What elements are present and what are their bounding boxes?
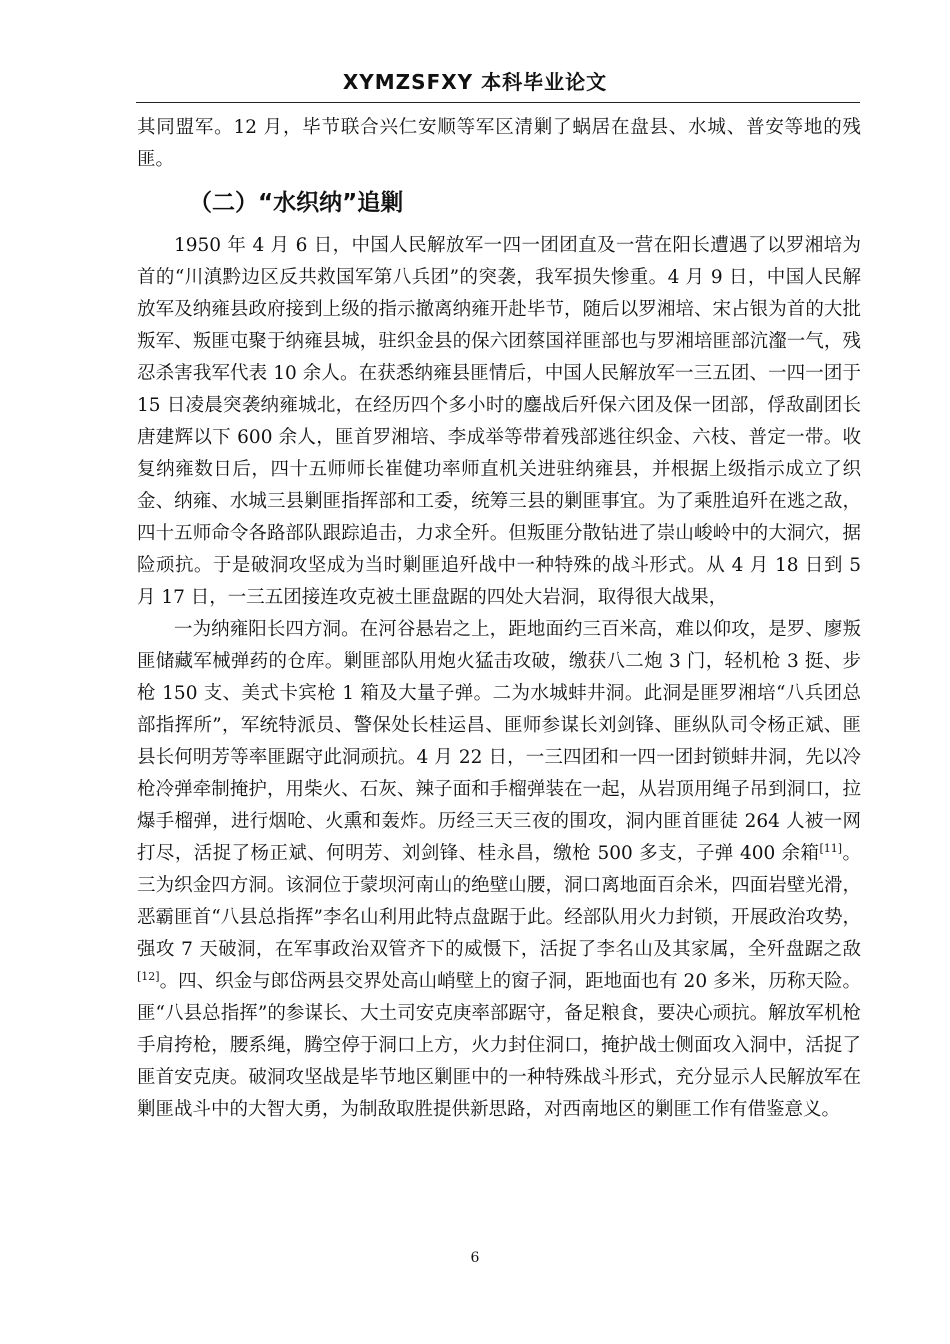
document-body (137, 112, 861, 1126)
running-header: XYMZSFXY 本科毕业论文 (342, 70, 608, 94)
page-number: 6 (470, 1250, 480, 1266)
paragraph-2-part-b: 。三为织金四方洞。该洞位于蒙坝河南山的绝壁山腰，洞口离地面百余米，四面岩壁光滑，恶霸匪首“八县总指挥”李名山利用此特点盘踞于此。经部队用火力封锁，开展政治攻势，强攻 7 天破洞，在军事政治双管齐下的威慑下，活捉了李名山及其家属，全歼盘踞之敌 (137, 843, 861, 960)
header-divider (136, 102, 860, 103)
paragraph-1: 1950 年 4 月 6 日，中国人民解放军一四一团团直及一营在阳长遭遇了以罗湘培为首的“川滇黔边区反共救国军第八兵团”的突袭，我军损失惨重。4 月 9 日，中国人民解放军及纳雍县政府接到上级的指示撤离纳雍开赴毕节，随后以罗湘培、宋占银为首的大批叛军、叛匪屯聚于纳雍县城，驻织金县的保六团蔡国祥匪部也与罗湘培匪部沆瀣一气，残忍杀害我军代表 10 余人。在获悉纳雍县匪情后，中国人民解放军一三五团、一四一团于 15 日凌晨突袭纳雍城北，在经历四个多小时的鏖战后歼保六团及保一团部，俘敌副团长唐建辉以下 600 余人，匪首罗湘培、李成举等带着残部逃往织金、六枝、普定一带。收复纳雍数日后，四十五师师长崔健功率师直机关进驻纳雍县，并根据上级指示成立了织金、纳雍、水城三县剿匪指挥部和工委，统筹三县的剿匪事宜。为了乘胜追歼在逃之敌，四十五师命令各路部队跟踪追击，力求全歼。但叛匪分散钻进了崇山峻岭中的大洞穴，据险顽抗。于是破洞攻坚成为当时剿匪追歼战中一种特殊的战斗形式。从 4 月 18 日到 5 月 17 日，一三五团接连攻克被土匪盘踞的四处大岩洞，取得很大战果， (137, 235, 861, 608)
citation-12: [12] (137, 969, 160, 983)
paragraph-2-part-c: 。四、织金与郎岱两县交界处高山峭壁上的窗子洞，距地面也有 20 多米，历称天险。匪“八县总指挥”的参谋长、大土司安克庚率部踞守，备足粮食，要决心顽抗。解放军机枪手肩挎枪，腰系绳，腾空停于洞口上方，火力封住洞口，掩护战士侧面攻入洞中，活捉了匪首安克庚。破洞攻坚战是毕节地区剿匪中的一种特殊战斗形式，充分显示人民解放军在剿匪战斗中的大智大勇，为制敌取胜提供新思路，对西南地区的剿匪工作有借鉴意义。 (137, 971, 861, 1120)
section-heading: （二）“水织纳”追剿 (189, 190, 404, 216)
paragraph-continued: 其同盟军。12 月，毕节联合兴仁安顺等军区清剿了蜗居在盘县、水城、普安等地的残匪。 (137, 117, 861, 170)
paragraph-2-part-a: 一为纳雍阳长四方洞。在河谷悬岩之上，距地面约三百米高，难以仰攻，是罗、廖叛匪储藏军械弹药的仓库。剿匪部队用炮火猛击攻破，缴获八二炮 3 门，轻机枪 3 挺、步枪 150 支、美式卡宾枪 1 箱及大量子弹。二为水城蚌井洞。此洞是匪罗湘培“八兵团总部指挥所”，军统特派员、警保处长桂运昌、匪师参谋长刘剑锋、匪纵队司令杨正斌、匪县长何明芳等率匪踞守此洞顽抗。4 月 22 日，一三四团和一四一团封锁蚌井洞，先以冷枪冷弹牵制掩护，用柴火、石灰、辣子面和手榴弹装在一起，从岩顶用绳子吊到洞口，拉爆手榴弹，进行烟呛、火熏和轰炸。历经三天三夜的围攻，洞内匪首匪徒 264 人被一网打尽，活捉了杨正斌、何明芳、刘剑锋、桂永昌，缴枪 500 多支，子弹 400 余箱 (137, 619, 861, 864)
paragraph-2 (137, 614, 861, 1126)
citation-11: [11] (819, 841, 843, 855)
